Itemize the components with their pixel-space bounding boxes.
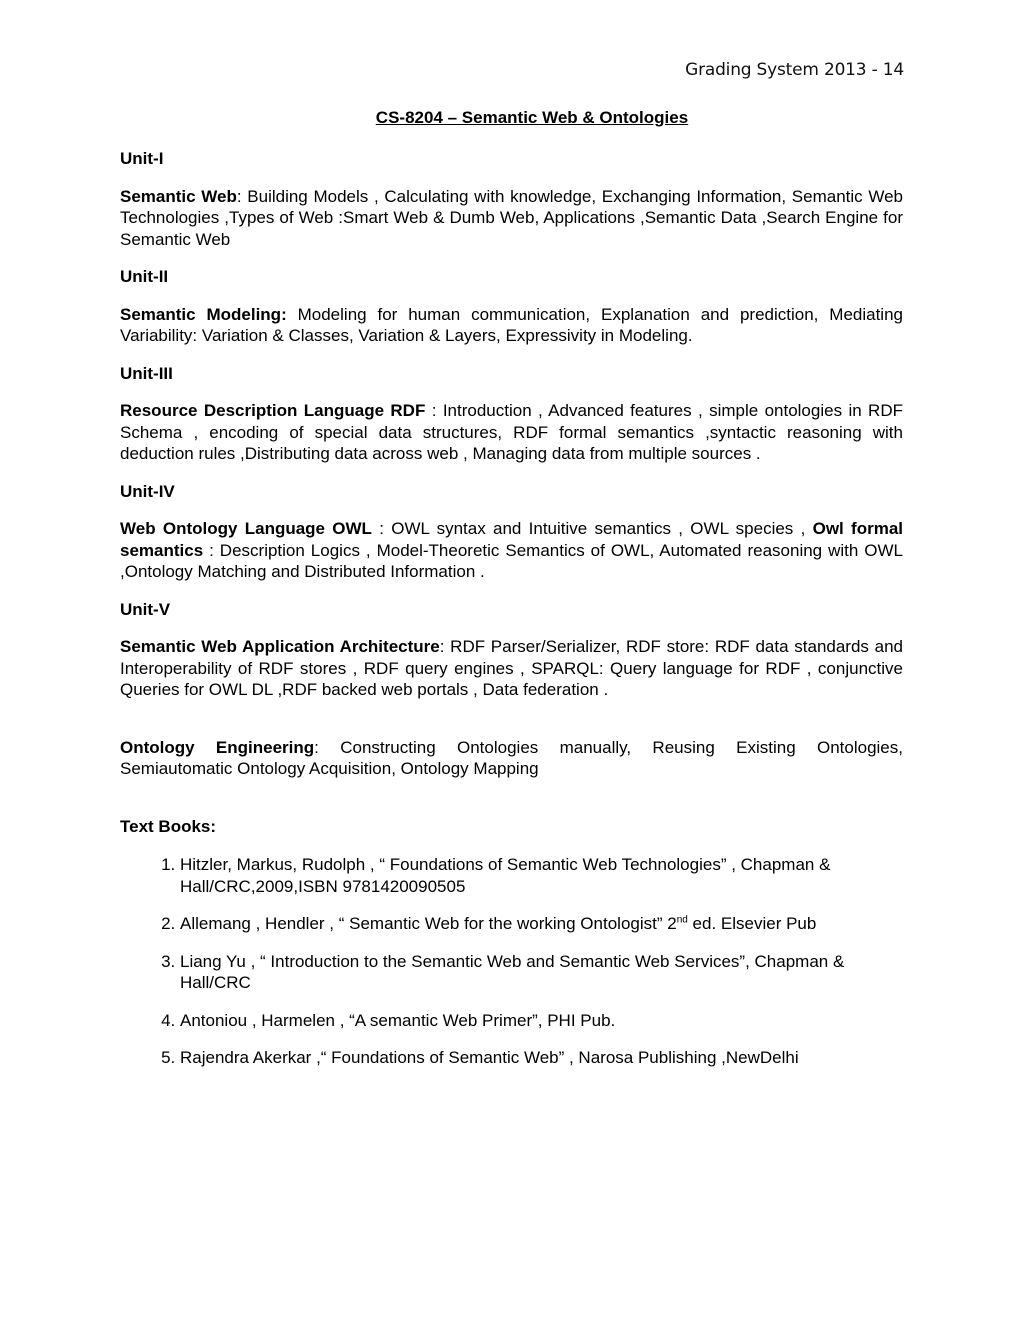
- course-title: CS-8204 – Semantic Web & Ontologies: [375, 108, 689, 127]
- unit-heading: Unit-I: [120, 149, 164, 168]
- unit-heading: Unit-III: [120, 363, 173, 383]
- unit-topic-title-secondary: Owl formal semantics: [120, 519, 903, 560]
- unit-topic-title: Semantic Modeling:: [120, 304, 287, 324]
- textbook-text-suffix: ed. Elsevier Pub: [687, 914, 817, 933]
- unit-description: [120, 304, 903, 347]
- unit-topic-title: Ontology Engineering: [120, 737, 315, 757]
- textbook-item: 1. Hitzler, Markus, Rudolph , “ Foundations of Semantic Web Technologies” , Chapman & Hall/CRC,2009,ISBN 9781420090505: [180, 854, 903, 897]
- textbooks-heading: Text Books:: [120, 816, 217, 836]
- unit-topic-body: : RDF Parser/Serializer, RDF store: RDF data standards and Interoperability of RDF stores , RDF query engines , SPARQL: Query language for RDF , conjunctive Queries for OWL DL ,RDF backed web portals , Data federation .: [120, 637, 903, 699]
- unit-topic-title: Semantic Web Application Architecture: [120, 637, 440, 656]
- unit-description: [120, 400, 903, 465]
- unit-heading: Unit-V: [120, 599, 171, 619]
- unit-heading: Unit-IV: [120, 481, 175, 501]
- textbook-item: [180, 913, 903, 935]
- textbook-item: 5. Rajendra Akerkar ,“ Foundations of Semantic Web” , Narosa Publishing ,NewDelhi: [180, 1047, 903, 1069]
- unit-topic-title: Resource Description Language RDF: [120, 401, 426, 420]
- unit-topic-body: : Constructing Ontologies manually, Reusing Existing Ontologies, Semiautomatic Ontology Acquisition, Ontology Mapping: [120, 737, 903, 778]
- unit-topic-body: : OWL syntax and Intuitive semantics , OWL species ,: [371, 519, 813, 538]
- unit-topic-body: : Introduction , Advanced features , simple ontologies in RDF Schema , encoding of special data structures, RDF formal semantics ,syntactic reasoning with deduction rules ,Distributing data across web , Managing data from multiple sources .: [120, 401, 903, 463]
- unit-description: [120, 518, 903, 583]
- syllabus-content: [120, 148, 903, 1085]
- unit-heading: Unit-II: [120, 267, 169, 286]
- unit-topic-body-secondary: : Description Logics , Model-Theoretic Semantics of OWL, Automated reasoning with OWL ,Ontology Matching and Distributed Information .: [120, 540, 903, 581]
- unit-description: [120, 186, 903, 251]
- unit-topic-title: Semantic Web: [120, 186, 237, 206]
- unit-description: [120, 636, 903, 701]
- textbook-item: 4. Antoniou , Harmelen , “A semantic Web Primer”, PHI Pub.: [180, 1010, 903, 1032]
- textbook-superscript: nd: [676, 914, 688, 926]
- textbook-text: Allemang , Hendler , “ Semantic Web for the working Ontologist” 2: [180, 914, 677, 933]
- textbook-item: 3. Liang Yu , “ Introduction to the Semantic Web and Semantic Web Services”, Chapman & Hall/CRC: [180, 951, 903, 994]
- unit-topic-body: Modeling for human communication, Explanation and prediction, Mediating Variability: Variation & Classes, Variation & Layers, Expressivity in Modeling.: [120, 304, 903, 345]
- page-header: Grading System 2013 - 14: [685, 60, 904, 80]
- unit-topic-body: : Building Models , Calculating with knowledge, Exchanging Information, Semantic Web Technologies ,Types of Web :Smart Web & Dumb Web, Applications ,Semantic Data ,Search Engine for Semantic Web: [120, 186, 903, 249]
- unit-topic-title: Web Ontology Language OWL: [120, 519, 372, 538]
- textbooks-list: [120, 854, 903, 1069]
- ontology-engineering-description: [120, 737, 903, 780]
